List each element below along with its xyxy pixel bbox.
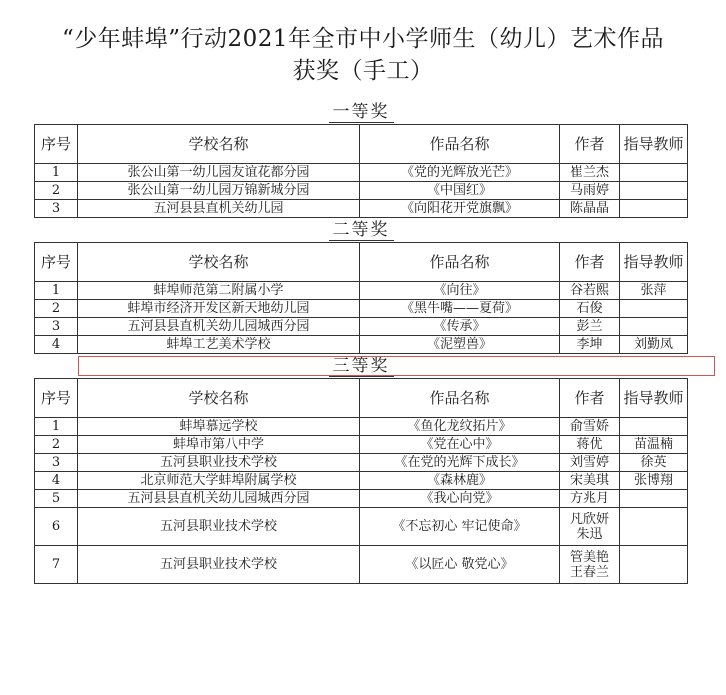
cell-no: 4 [35, 336, 78, 354]
cell-teacher [620, 490, 688, 508]
header-no: 序号 [35, 243, 78, 282]
cell-work: 《中国红》 [360, 182, 560, 200]
cell-teacher: 张博翔 [620, 472, 688, 490]
cell-teacher: 徐英 [620, 454, 688, 472]
header-school: 学校名称 [78, 379, 360, 418]
cell-teacher [620, 418, 688, 436]
table-row [35, 282, 688, 300]
cell-school: 蚌埠市经济开发区新天地幼儿园 [78, 300, 360, 318]
table-row [35, 318, 688, 336]
cell-no: 4 [35, 472, 78, 490]
cell-teacher: 苗温楠 [620, 436, 688, 454]
table-row [35, 472, 688, 490]
header-row [35, 125, 688, 164]
cell-teacher: 刘勤凤 [620, 336, 688, 354]
cell-author [560, 546, 620, 584]
cell-school: 张公山第一幼儿园友谊花都分园 [78, 164, 360, 182]
cell-school: 张公山第一幼儿园万锦新城分园 [78, 182, 360, 200]
header-teacher: 指导教师 [620, 379, 688, 418]
cell-no: 3 [35, 454, 78, 472]
header-author: 作者 [560, 125, 620, 164]
header-row [35, 379, 688, 418]
table-row [35, 182, 688, 200]
cell-no: 3 [35, 318, 78, 336]
cell-school: 蚌埠工艺美术学校 [78, 336, 360, 354]
cell-author: 谷若熙 [560, 282, 620, 300]
cell-work: 《向阳花开党旗飘》 [360, 200, 560, 218]
table-row [35, 336, 688, 354]
author-name: 王春兰 [569, 564, 609, 580]
header-school: 学校名称 [78, 125, 360, 164]
author-name: 朱迅 [576, 526, 603, 542]
cell-work: 《鱼化龙纹拓片》 [360, 418, 560, 436]
header-row [35, 243, 688, 282]
document-title-line2: 获奖（手工） [292, 58, 434, 84]
cell-school: 五河县县直机关幼儿园 [78, 200, 360, 218]
tier-heading-third: 三等奖 [35, 354, 688, 379]
cell-work: 《森林鹿》 [360, 472, 560, 490]
table-row [35, 300, 688, 318]
cell-school: 蚌埠慕远学校 [78, 418, 360, 436]
cell-no: 2 [35, 300, 78, 318]
cell-no: 3 [35, 200, 78, 218]
cell-author: 宋美琪 [560, 472, 620, 490]
table-row [35, 508, 688, 546]
header-no: 序号 [35, 125, 78, 164]
cell-teacher: 张萍 [620, 282, 688, 300]
cell-teacher [620, 200, 688, 218]
header-work: 作品名称 [360, 243, 560, 282]
table-row [35, 164, 688, 182]
header-teacher: 指导教师 [620, 125, 688, 164]
tier-heading-first: 一等奖 [35, 100, 688, 125]
cell-school: 五河县职业技术学校 [78, 546, 360, 584]
table-row [35, 546, 688, 584]
cell-author: 彭兰 [560, 318, 620, 336]
cell-no: 5 [35, 490, 78, 508]
header-author: 作者 [560, 379, 620, 418]
cell-no: 2 [35, 436, 78, 454]
header-no: 序号 [35, 379, 78, 418]
cell-work: 《党在心中》 [360, 436, 560, 454]
cell-author: 石俊 [560, 300, 620, 318]
cell-no: 6 [35, 508, 78, 546]
cell-work: 《我心向党》 [360, 490, 560, 508]
header-work: 作品名称 [360, 125, 560, 164]
cell-author: 刘雪婷 [560, 454, 620, 472]
cell-work: 《黑牛嘴——夏荷》 [360, 300, 560, 318]
header-school: 学校名称 [78, 243, 360, 282]
cell-author: 李坤 [560, 336, 620, 354]
cell-teacher [620, 318, 688, 336]
cell-school: 五河县县直机关幼儿园城西分园 [78, 490, 360, 508]
cell-teacher [620, 300, 688, 318]
header-author: 作者 [560, 243, 620, 282]
cell-author [560, 508, 620, 546]
cell-work: 《以匠心 敬党心》 [360, 546, 560, 584]
table-row [35, 490, 688, 508]
cell-school: 蚌埠师范第二附属小学 [78, 282, 360, 300]
cell-author: 陈晶晶 [560, 200, 620, 218]
awards-table [34, 100, 688, 584]
document-title-line1: “少年蚌埠”行动2021年全市中小学师生（幼儿）艺术作品 [61, 26, 665, 52]
cell-school: 五河县职业技术学校 [78, 508, 360, 546]
cell-no: 7 [35, 546, 78, 584]
table-row [35, 200, 688, 218]
cell-teacher [620, 164, 688, 182]
cell-no: 1 [35, 418, 78, 436]
table-row [35, 454, 688, 472]
cell-school: 北京师范大学蚌埠附属学校 [78, 472, 360, 490]
author-name: 凡欣妍 [569, 511, 609, 527]
cell-work: 《泥塑兽》 [360, 336, 560, 354]
cell-work: 《在党的光辉下成长》 [360, 454, 560, 472]
cell-work: 《不忘初心 牢记使命》 [360, 508, 560, 546]
cell-work: 《党的光辉放光芒》 [360, 164, 560, 182]
table-row [35, 418, 688, 436]
cell-school: 五河县县直机关幼儿园城西分园 [78, 318, 360, 336]
cell-school: 蚌埠市第八中学 [78, 436, 360, 454]
cell-no: 1 [35, 164, 78, 182]
author-name: 管美艳 [569, 549, 609, 565]
cell-teacher [620, 546, 688, 584]
cell-author: 崔兰杰 [560, 164, 620, 182]
cell-school: 五河县职业技术学校 [78, 454, 360, 472]
cell-author: 蒋优 [560, 436, 620, 454]
cell-no: 2 [35, 182, 78, 200]
cell-work: 《向往》 [360, 282, 560, 300]
header-work: 作品名称 [360, 379, 560, 418]
cell-teacher [620, 508, 688, 546]
cell-author: 俞雪娇 [560, 418, 620, 436]
tier-heading-second: 二等奖 [35, 218, 688, 243]
cell-teacher [620, 182, 688, 200]
cell-author: 马雨婷 [560, 182, 620, 200]
cell-author: 方兆月 [560, 490, 620, 508]
cell-work: 《传承》 [360, 318, 560, 336]
cell-no: 1 [35, 282, 78, 300]
table-row [35, 436, 688, 454]
header-teacher: 指导教师 [620, 243, 688, 282]
